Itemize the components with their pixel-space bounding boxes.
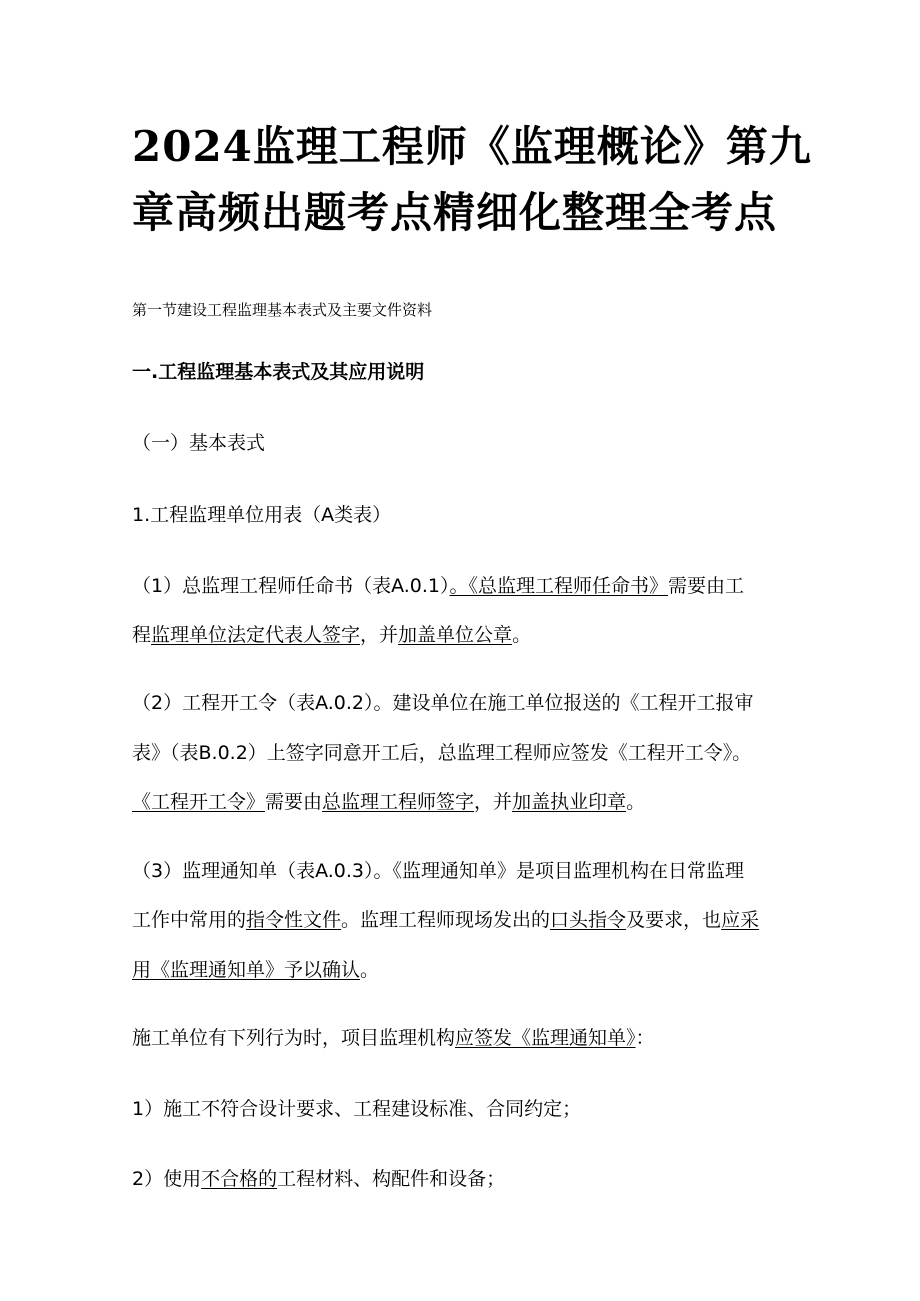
section-heading: 第一节建设工程监理基本表式及主要文件资料 <box>132 301 433 319</box>
underlined-text: 应签发《监理通知单》 <box>455 1027 636 1049</box>
text-segment: ，并 <box>474 791 513 813</box>
paragraph-1-line-1 <box>132 573 744 599</box>
underlined-text: 。《总监理工程师任命书》 <box>449 575 669 597</box>
text-segment: 工作中常用的 <box>132 909 247 931</box>
paragraph-4 <box>132 1025 655 1051</box>
list-item-1: 1）施工不符合设计要求、工程建设标准、合同约定； <box>132 1098 582 1120</box>
underlined-text: 加盖单位公章 <box>398 624 513 646</box>
heading-level-1: 一.工程监理基本表式及其应用说明 <box>132 361 425 383</box>
text-segment: 需要由 <box>265 791 323 813</box>
heading-level-3: 1.工程监理单位用表（A类表） <box>132 504 392 526</box>
text-segment: 需要由工 <box>668 575 745 597</box>
underlined-text: 《工程开工令》 <box>132 791 266 813</box>
paragraph-3-line-3 <box>132 957 379 983</box>
document-title-line-2: 章高频出题考点精细化整理全考点 <box>132 188 778 237</box>
document-title-line-1: 2024监理工程师《监理概论》第九 <box>132 122 812 171</box>
underlined-text: 总监理工程师签字 <box>322 791 475 813</box>
underlined-text: 监理单位法定代表人签字 <box>151 624 361 646</box>
text-segment: ： <box>635 1027 655 1049</box>
text-segment: ，并 <box>360 624 399 646</box>
list-item-2 <box>132 1166 505 1192</box>
paragraph-1-line-2 <box>132 622 531 648</box>
heading-level-2: （一）基本表式 <box>132 432 266 454</box>
paragraph-2-line-3 <box>132 789 645 815</box>
text-segment: 2）使用 <box>132 1168 202 1190</box>
text-segment: 。 <box>626 791 646 813</box>
underlined-text: 不合格的 <box>201 1168 278 1190</box>
paragraph-2-line-2: 表》（表B.0.2）上签字同意开工后，总监理工程师应签发《工程开工令》。 <box>132 742 752 764</box>
underlined-text: 应采 <box>721 909 760 931</box>
paragraph-3-line-1: （3）监理通知单（表A.0.3）。《监理通知单》是项目监理机构在日常监理 <box>132 860 745 882</box>
underlined-text: 口头指令 <box>550 909 627 931</box>
text-segment: （1）总监理工程师任命书（表A.0.1） <box>132 575 450 597</box>
underlined-text: 加盖执业印章 <box>512 791 627 813</box>
text-segment: 。 <box>360 959 380 981</box>
text-segment: 程 <box>132 624 152 646</box>
paragraph-2-line-1: （2）工程开工令（表A.0.2）。建设单位在施工单位报送的《工程开工报审 <box>132 692 754 714</box>
text-segment: 施工单位有下列行为时，项目监理机构 <box>132 1027 456 1049</box>
text-segment: 。监理工程师现场发出的 <box>341 909 551 931</box>
underlined-text: 指令性文件 <box>246 909 342 931</box>
underlined-text: 用《监理通知单》予以确认 <box>132 959 361 981</box>
paragraph-3-line-2 <box>132 907 759 933</box>
text-segment: 工程材料、构配件和设备； <box>277 1168 506 1190</box>
text-segment: 。 <box>512 624 532 646</box>
text-segment: 及要求，也 <box>626 909 722 931</box>
